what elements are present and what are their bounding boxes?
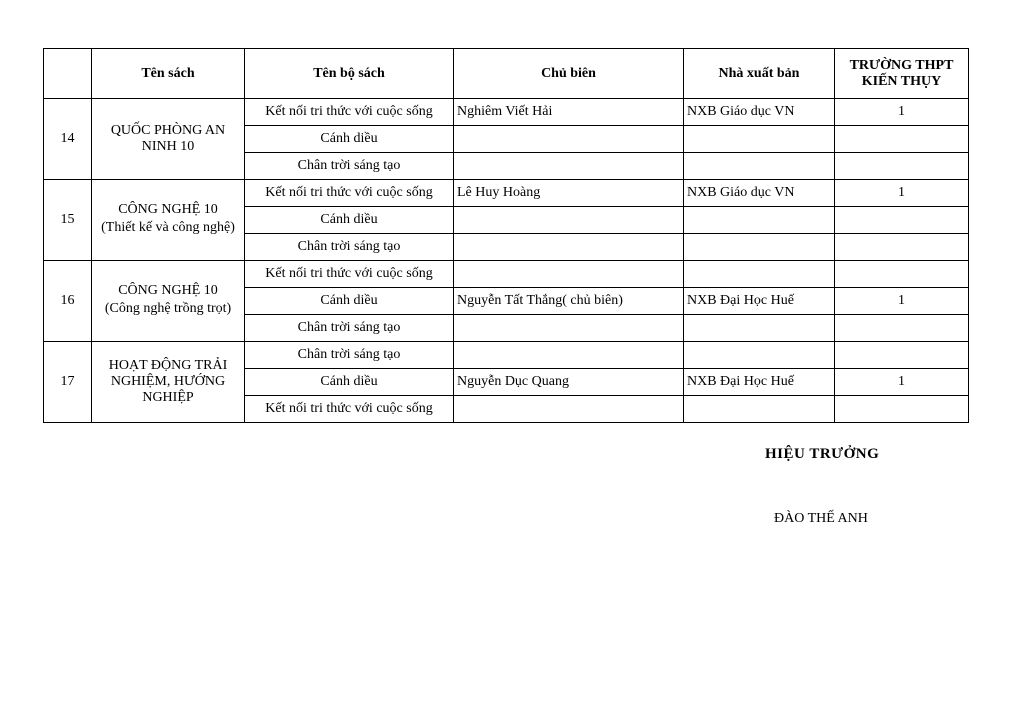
series-cell: Chân trời sáng tạo	[245, 234, 454, 261]
editor-cell: Lê Huy Hoàng	[454, 180, 684, 207]
header-row	[44, 49, 969, 99]
series-cell: Cánh diều	[245, 126, 454, 153]
series-cell: Kết nối tri thức với cuộc sống	[245, 99, 454, 126]
header-editor: Chủ biên	[454, 49, 684, 99]
quantity-cell: 1	[835, 180, 969, 207]
publisher-cell	[684, 396, 835, 423]
book-name	[92, 261, 245, 342]
publisher-cell	[684, 342, 835, 369]
series-cell: Chân trời sáng tạo	[245, 315, 454, 342]
publisher-cell: NXB Đại Học Huế	[684, 369, 835, 396]
principal-title: HIỆU TRƯỞNG	[765, 446, 880, 462]
textbook-table	[43, 48, 969, 423]
header-school-line1: TRƯỜNG THPT	[849, 57, 954, 73]
editor-cell	[454, 153, 684, 180]
series-cell: Cánh diều	[245, 288, 454, 315]
series-cell: Cánh diều	[245, 369, 454, 396]
quantity-cell: 1	[835, 369, 969, 396]
editor-cell	[454, 234, 684, 261]
book-name-line1: CÔNG NGHỆ 10	[118, 202, 218, 217]
book-name-subtitle: (Công nghệ trồng trọt)	[104, 301, 232, 316]
quantity-cell	[835, 153, 969, 180]
principal-name: ĐÀO THẾ ANH	[774, 511, 868, 526]
header-book-name: Tên sách	[92, 49, 245, 99]
publisher-cell	[684, 207, 835, 234]
row-number: 16	[44, 261, 92, 342]
book-name	[92, 342, 245, 423]
publisher-cell: NXB Giáo dục VN	[684, 99, 835, 126]
row-number: 15	[44, 180, 92, 261]
quantity-cell	[835, 342, 969, 369]
quantity-cell	[835, 315, 969, 342]
row-number: 17	[44, 342, 92, 423]
editor-cell: Nguyễn Tất Thắng( chủ biên)	[454, 288, 684, 315]
editor-cell: Nghiêm Viết Hải	[454, 99, 684, 126]
book-name-line1: HOẠT ĐỘNG TRẢI	[108, 358, 228, 373]
book-name-line2: NGHIỆM, HƯỚNG NGHIỆP	[110, 374, 226, 405]
quantity-cell	[835, 234, 969, 261]
series-cell: Chân trời sáng tạo	[245, 342, 454, 369]
book-name-line2: NINH 10	[141, 139, 195, 154]
header-number	[44, 49, 92, 99]
series-cell: Kết nối tri thức với cuộc sống	[245, 261, 454, 288]
table-row	[44, 342, 969, 369]
editor-cell	[454, 315, 684, 342]
row-number: 14	[44, 99, 92, 180]
book-name-line1: CÔNG NGHỆ 10	[118, 283, 218, 298]
header-school-line2: KIẾN THỤY	[861, 73, 942, 89]
table-row	[44, 180, 969, 207]
quantity-cell	[835, 207, 969, 234]
editor-cell: Nguyễn Dục Quang	[454, 369, 684, 396]
header-school	[835, 49, 969, 99]
editor-cell	[454, 126, 684, 153]
header-publisher: Nhà xuất bản	[684, 49, 835, 99]
publisher-cell: NXB Đại Học Huế	[684, 288, 835, 315]
publisher-cell: NXB Giáo dục VN	[684, 180, 835, 207]
quantity-cell	[835, 126, 969, 153]
editor-cell	[454, 396, 684, 423]
publisher-cell	[684, 315, 835, 342]
editor-cell	[454, 261, 684, 288]
series-cell: Cánh diều	[245, 207, 454, 234]
series-cell: Kết nối tri thức với cuộc sống	[245, 396, 454, 423]
table-row	[44, 261, 969, 288]
book-name-subtitle: (Thiết kế và công nghệ)	[101, 220, 235, 235]
quantity-cell	[835, 396, 969, 423]
book-name	[92, 99, 245, 180]
header-series: Tên bộ sách	[245, 49, 454, 99]
book-name-line1: QUỐC PHÒNG AN	[110, 123, 226, 138]
publisher-cell	[684, 153, 835, 180]
quantity-cell: 1	[835, 99, 969, 126]
publisher-cell	[684, 234, 835, 261]
editor-cell	[454, 207, 684, 234]
series-cell: Chân trời sáng tạo	[245, 153, 454, 180]
quantity-cell	[835, 261, 969, 288]
quantity-cell: 1	[835, 288, 969, 315]
publisher-cell	[684, 126, 835, 153]
publisher-cell	[684, 261, 835, 288]
editor-cell	[454, 342, 684, 369]
table-row	[44, 99, 969, 126]
series-cell: Kết nối tri thức với cuộc sống	[245, 180, 454, 207]
book-name	[92, 180, 245, 261]
